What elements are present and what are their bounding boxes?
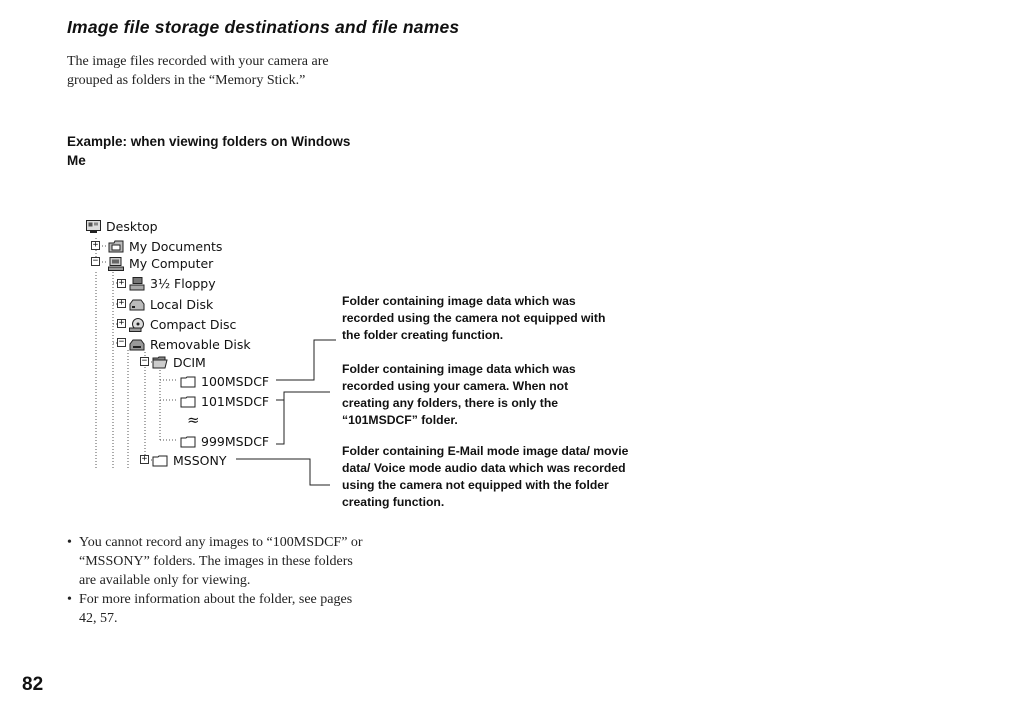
desktop-icon [86,220,101,233]
folder-icon [180,436,196,448]
collapse-toggle-dcim[interactable]: − [141,356,148,366]
collapse-toggle-my-computer[interactable]: − [92,256,99,266]
tree-node-floppy[interactable] [129,275,216,291]
callout-101msdcf: Folder containing image data which was recorded using your camera. When not creating any folders, there is only the “101MSDCF” folder. [342,362,576,427]
notes-list [67,533,367,628]
page-heading: Image file storage destinations and file names [67,17,460,37]
tree-node-removable-disk[interactable] [129,336,251,352]
expand-toggle-mssony[interactable]: + [141,454,148,464]
tree-label-999msdcf: 999MSDCF [201,434,270,449]
open-folder-icon [152,356,168,369]
my-computer-icon [108,257,124,271]
removable-disk-icon [129,339,145,351]
tree-label-desktop: Desktop [106,219,158,234]
tree-label-mssony: MSSONY [173,453,227,468]
tree-label-floppy: 3½ Floppy [150,276,216,291]
folder-icon [180,376,196,388]
tree-node-my-computer[interactable] [108,255,213,271]
floppy-drive-icon [129,277,145,291]
expand-toggle-compact-disc[interactable]: + [118,318,125,328]
tree-label-101msdcf: 101MSDCF [201,394,270,409]
tree-node-dcim[interactable] [152,354,206,370]
page-number: 82 [22,674,44,695]
tree-node-my-documents[interactable] [108,238,222,254]
tree-label-my-documents: My Documents [129,239,223,254]
tree-node-mssony[interactable] [152,452,226,468]
tree-label-my-computer: My Computer [129,256,214,271]
tree-label-100msdcf: 100MSDCF [201,374,270,389]
intro-paragraph: The image files recorded with your camera are grouped as folders in the “Memory Stick.” [67,54,329,88]
tree-node-local-disk[interactable] [129,296,213,312]
collapse-toggle-removable-disk[interactable]: − [118,337,125,347]
tree-continuation-mark: ≈ [187,411,200,429]
tree-label-removable-disk: Removable Disk [150,337,251,352]
tree-label-dcim: DCIM [173,355,206,370]
tree-node-999msdcf[interactable] [180,433,269,449]
cd-drive-icon [129,318,145,332]
tree-node-desktop[interactable] [86,218,158,234]
example-heading: Example: when viewing folders on Windows Me [67,134,351,168]
callout-mssony: Folder containing E-Mail mode image data/ movie data/ Voice mode audio data which was recorded using the camera not equipped with the folder creating function. [342,444,629,509]
tree-node-101msdcf[interactable] [180,393,269,409]
tree-label-local-disk: Local Disk [150,297,214,312]
expand-toggle-floppy[interactable]: + [118,278,125,288]
note-item: • You cannot record any images to “100MSDCF” or “MSSONY” folders. The images in these folders are available only for viewing. [67,533,367,590]
folder-icon [180,396,196,408]
my-documents-icon [108,240,124,253]
tree-label-compact-disc: Compact Disc [150,317,237,332]
folder-icon [152,455,168,467]
tree-node-compact-disc[interactable] [129,316,236,332]
expand-toggle-my-documents[interactable]: + [92,240,99,250]
tree-node-100msdcf[interactable] [180,373,269,389]
callout-100msdcf: Folder containing image data which was recorded using the camera not equipped with the folder creating function. [342,294,606,342]
expand-toggle-local-disk[interactable]: + [118,298,125,308]
note-item: • For more information about the folder, see pages 42, 57. [67,590,367,628]
hard-drive-icon [129,299,145,311]
